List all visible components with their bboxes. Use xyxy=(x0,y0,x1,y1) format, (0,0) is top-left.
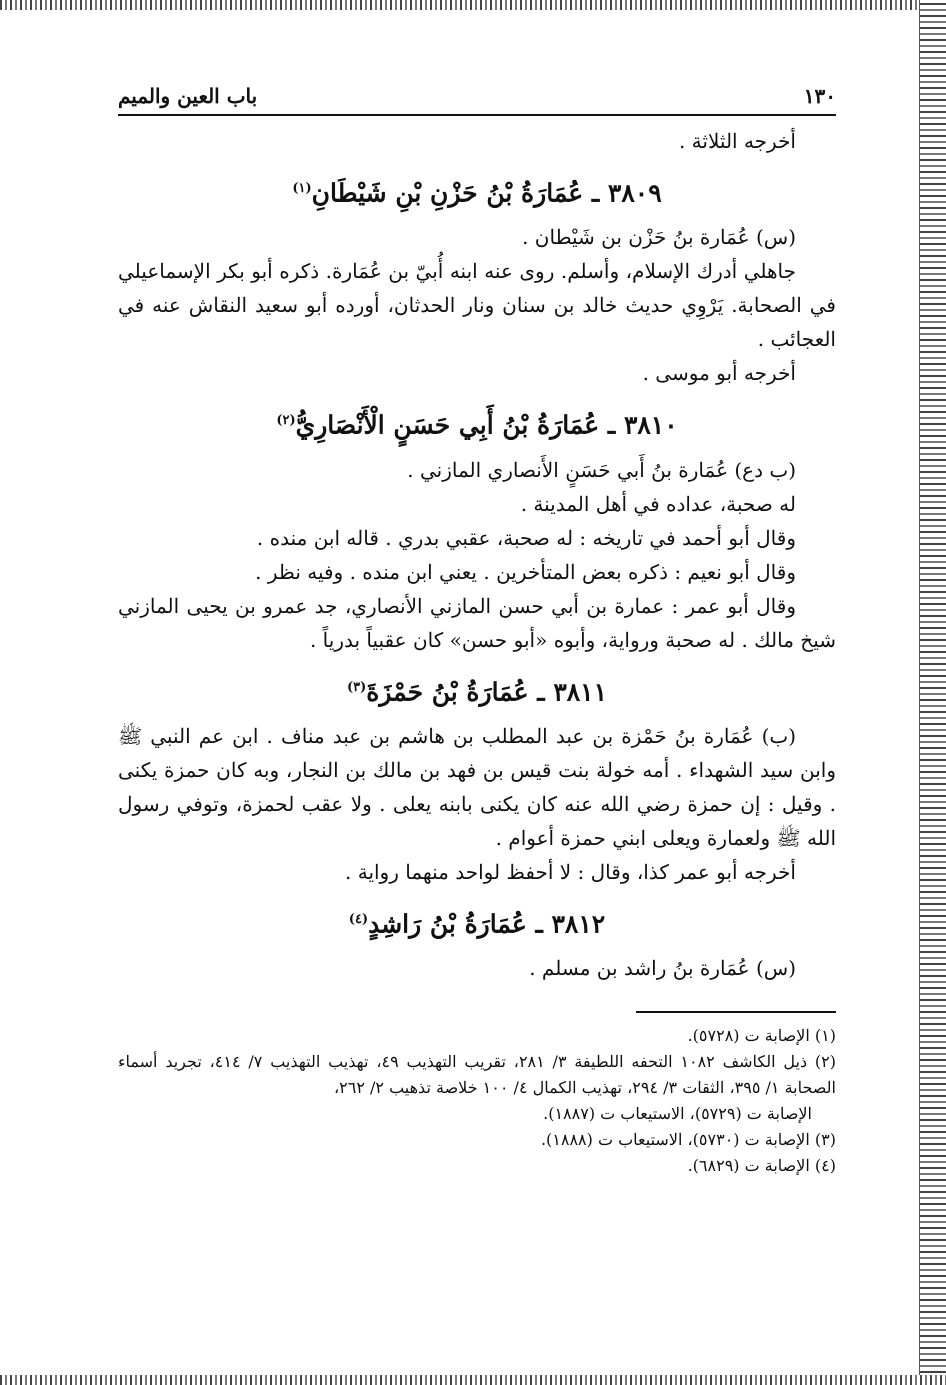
decorative-border-top xyxy=(0,0,946,10)
text-line: أخرجه أبو عمر كذا، وقال : لا أحفظ لواحد منهما رواية . xyxy=(345,859,796,884)
footnotes xyxy=(118,1011,836,1179)
text-line: أخرجه أبو موسى . xyxy=(642,361,796,386)
footnote-ref: (١) xyxy=(292,181,312,196)
text-paragraph: وقال أبو عمر : عمارة بن أبي حسن المازني الأنصاري، جد عمرو بن يحيى المازني شيخ مالك . له صحبة ورواية، وأبوه «أبو حسن» كان عقبياً بدرياً . xyxy=(118,593,836,652)
text-line: (س) عُمَارة بنُ راشد بن مسلم . xyxy=(529,956,796,981)
text-line: وقال أبو نعيم : ذكره بعض المتأخرين . يعني ابن منده . وفيه نظر . xyxy=(255,559,796,584)
footnote-continuation: الإصابة ت (٥٧٢٩)، الاستيعاب ت (١٨٨٧). xyxy=(543,1104,812,1124)
footnote-ref: (٤) xyxy=(348,911,369,927)
footnote-ref: (٢) xyxy=(276,413,296,429)
entry-heading-3810: ٣٨١٠ ـ عُمَارَةُ بْنُ أَبِي حَسَنٍ الْأَنْصَارِيُّ$^{(٢)}$ xyxy=(276,410,678,440)
footnote-divider xyxy=(636,1011,836,1013)
footnote: (١) الإصابة ت (٥٧٢٨). xyxy=(687,1026,836,1046)
page-number: ١٣٠ xyxy=(803,84,836,108)
text-line: له صحبة، عداده في أهل المدينة . xyxy=(520,491,796,516)
text-paragraph: جاهلي أدرك الإسلام، وأسلم. روى عنه ابنه أُبيّ بن عُمَارة. ذكره أبو بكر الإسماعيلي في الصحابة. يَرْوِي حديث خالد بن سنان ونار الحدثان، أورده أبو سعيد النقاش عنه في العجائب . xyxy=(118,259,836,352)
text-line: (ب دع) عُمَارة بنُ أَبي حَسَنٍ الأَنصاري المازني . xyxy=(407,457,796,482)
footnote-ref: (٣) xyxy=(346,679,367,695)
text-line: (س) عُمَارة بنُ حَزْن بن شَيْطان . xyxy=(522,225,796,250)
running-header xyxy=(118,84,836,116)
chapter-title: باب العين والميم xyxy=(118,84,258,108)
entry-heading-3812: ٣٨١٢ ـ عُمَارَةُ بْنُ رَاشِدٍ$^{(٤)}$ xyxy=(348,909,606,939)
entry-heading-3809: ٣٨٠٩ ـ عُمَارَةُ بْنُ حَزْنِ بْنِ شَيْطَانِ$^{(١)}$ xyxy=(292,178,662,208)
text-line: أخرجه الثلاثة . xyxy=(678,129,796,153)
footnote: (٣) الإصابة ت (٥٧٣٠)، الاستيعاب ت (١٨٨٨). xyxy=(540,1130,836,1150)
text-paragraph: (ب) عُمَارة بنُ حَمْزة بن عبد المطلب بن هاشم بن عبد مناف . ابن عم النبي ﷺ وابن سيد الشهداء . أمه خولة بنت قيس بن فهد بن مالك بن النجار، وبه كان حمزة يكنى . وقيل : إن حمزة رضي الله عنه كان يكنى بابنه يعلى . ولا عقب لحمزة، وتوفي رسول الله ﷺ ولعمارة ويعلى ابني حمزة أعوام . xyxy=(118,723,837,850)
footnote: (٤) الإصابة ت (٦٨٢٩). xyxy=(687,1156,836,1176)
page-content xyxy=(118,84,836,1179)
entry-heading-3811: ٣٨١١ ـ عُمَارَةُ بْنُ حَمْزَةَ$^{(٣)}$ xyxy=(346,676,608,706)
footnote: (٢) ذيل الكاشف ١٠٨٢ التحفه اللطيفة ٣/ ٢٨١، تقريب التهذيب ٤٩، تهذيب التهذيب ٧/ ٤١٤، تجريد أسماء الصحابة ١/ ٣٩٥، الثقات ٣/ ٢٩٤، تهذيب الكمال ٤/ ١٠٠ خلاصة تذهيب ٢/ ٢٦٢، xyxy=(118,1052,837,1098)
decorative-border-right xyxy=(919,0,946,1385)
text-line: وقال أبو أحمد في تاريخه : له صحبة، عقبي بدري . قاله ابن منده . xyxy=(256,525,796,550)
decorative-border-bottom xyxy=(0,1375,946,1385)
